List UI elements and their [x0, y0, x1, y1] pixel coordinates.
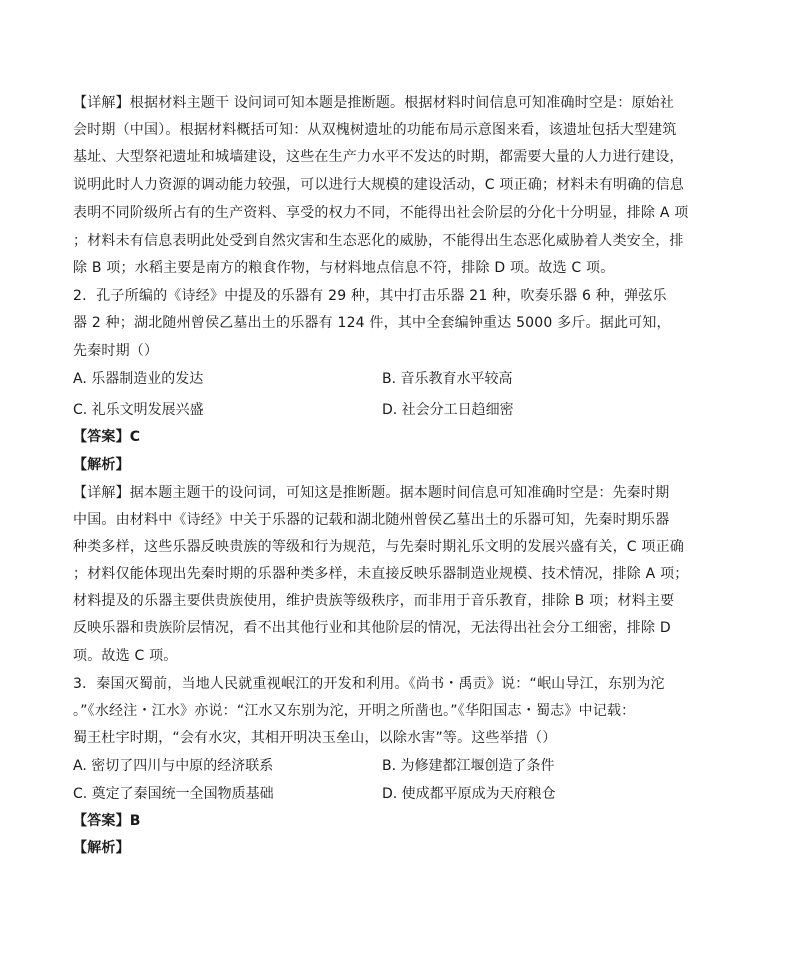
analysis-label: 【解析】 — [73, 840, 130, 856]
question-text-line: 器 2 种；湖北随州曾侯乙墓出土的乐器有 124 件，其中全套编钟重达 5000 多斤。据此可知， — [73, 315, 671, 331]
text-line: 中国。由材料中《诗经》中关于乐器的记载和湖北随州曾侯乙墓出土的乐器可知，先秦时期乐器 — [73, 512, 670, 528]
option-c: C. 礼乐文明发展兴盛 — [73, 402, 204, 418]
analysis-label: 【解析】 — [73, 457, 130, 473]
text-line: 表明不同阶级所占有的生产资料、享受的权力不同，不能得出社会阶层的分化十分明显，排除 A 项 — [73, 205, 689, 221]
text-line: 基址、大型祭祀遗址和城墙建设，这些在生产力水平不发达的时期，都需要大量的人力进行建设， — [73, 149, 684, 165]
text-line: 除 B 项；水稻主要是南方的粮食作物，与材料地点信息不符，排除 D 项。故选 C 项。 — [73, 260, 615, 276]
text-line: 材料提及的乐器主要供贵族使用，维护贵族等级秩序，而非用于音乐教育，排除 B 项；材料主要 — [73, 593, 675, 609]
text-line: 说明此时人力资源的调动能力较强，可以进行大规模的建设活动，C 项正确；材料未有明确的信息 — [73, 177, 685, 193]
question-text-line: 2．孔子所编的《诗经》中提及的乐器有 29 种，其中打击乐器 21 种，吹奏乐器 6 种，弹弦乐 — [73, 288, 667, 304]
question-text-line: 。”《水经注・江水》亦说：“江水又东别为沱，开明之所凿也。”《华阳国志・蜀志》中记载： — [73, 703, 636, 719]
question-text-line: 3．秦国灭蜀前，当地人民就重视岷江的开发和利用。《尚书・禹贡》说：“岷山导江，东别为沱 — [73, 676, 665, 692]
text-line: 种类多样，这些乐器反映贵族的等级和行为规范，与先秦时期礼乐文明的发展兴盛有关，C 项正确 — [73, 539, 685, 555]
option-a: A. 密切了四川与中原的经济联系 — [73, 758, 274, 774]
text-line: 项。故选 C 项。 — [73, 648, 178, 664]
option-c: C. 奠定了秦国统一全国物质基础 — [73, 786, 274, 802]
text-line: 【详解】据本题主题干的设问词，可知这是推断题。据本题时间信息可知准确时空是：先秦时期 — [73, 485, 670, 501]
question-text-line: 先秦时期（） — [73, 343, 159, 359]
text-line: 【详解】根据材料主题干 设问词可知本题是推断题。根据材料时间信息可知准确时空是：原始社 — [73, 95, 675, 111]
text-line: ；材料仅能体现出先秦时期的乐器种类多样，未直接反映乐器制造业规模、技术情况，排除 A 项； — [73, 566, 689, 582]
option-d: D. 使成都平原成为天府粮仓 — [382, 786, 556, 802]
question-text-line: 蜀王杜宇时期，“会有水灾，其相开明决玉垒山，以除水害”等。这些举措（） — [73, 730, 557, 746]
text-line: 会时期（中国）。根据材料概括可知：从双槐树遗址的功能布局示意图来看，该遗址包括大型建筑 — [73, 122, 677, 138]
option-b: B. 为修建都江堰创造了条件 — [382, 758, 555, 774]
answer-label: 【答案】C — [73, 429, 141, 445]
option-d: D. 社会分工日趋细密 — [382, 402, 514, 418]
text-line: 反映乐器和贵族阶层情况，看不出其他行业和其他阶层的情况，无法得出社会分工细密，排除 D — [73, 620, 671, 636]
text-line: ；材料未有信息表明此处受到自然灾害和生态恶化的威胁，不能得出生态恶化威胁着人类安全，排 — [73, 233, 684, 249]
option-b: B. 音乐教育水平较高 — [382, 371, 513, 387]
option-a: A. 乐器制造业的发达 — [73, 371, 204, 387]
answer-label: 【答案】B — [73, 813, 141, 829]
